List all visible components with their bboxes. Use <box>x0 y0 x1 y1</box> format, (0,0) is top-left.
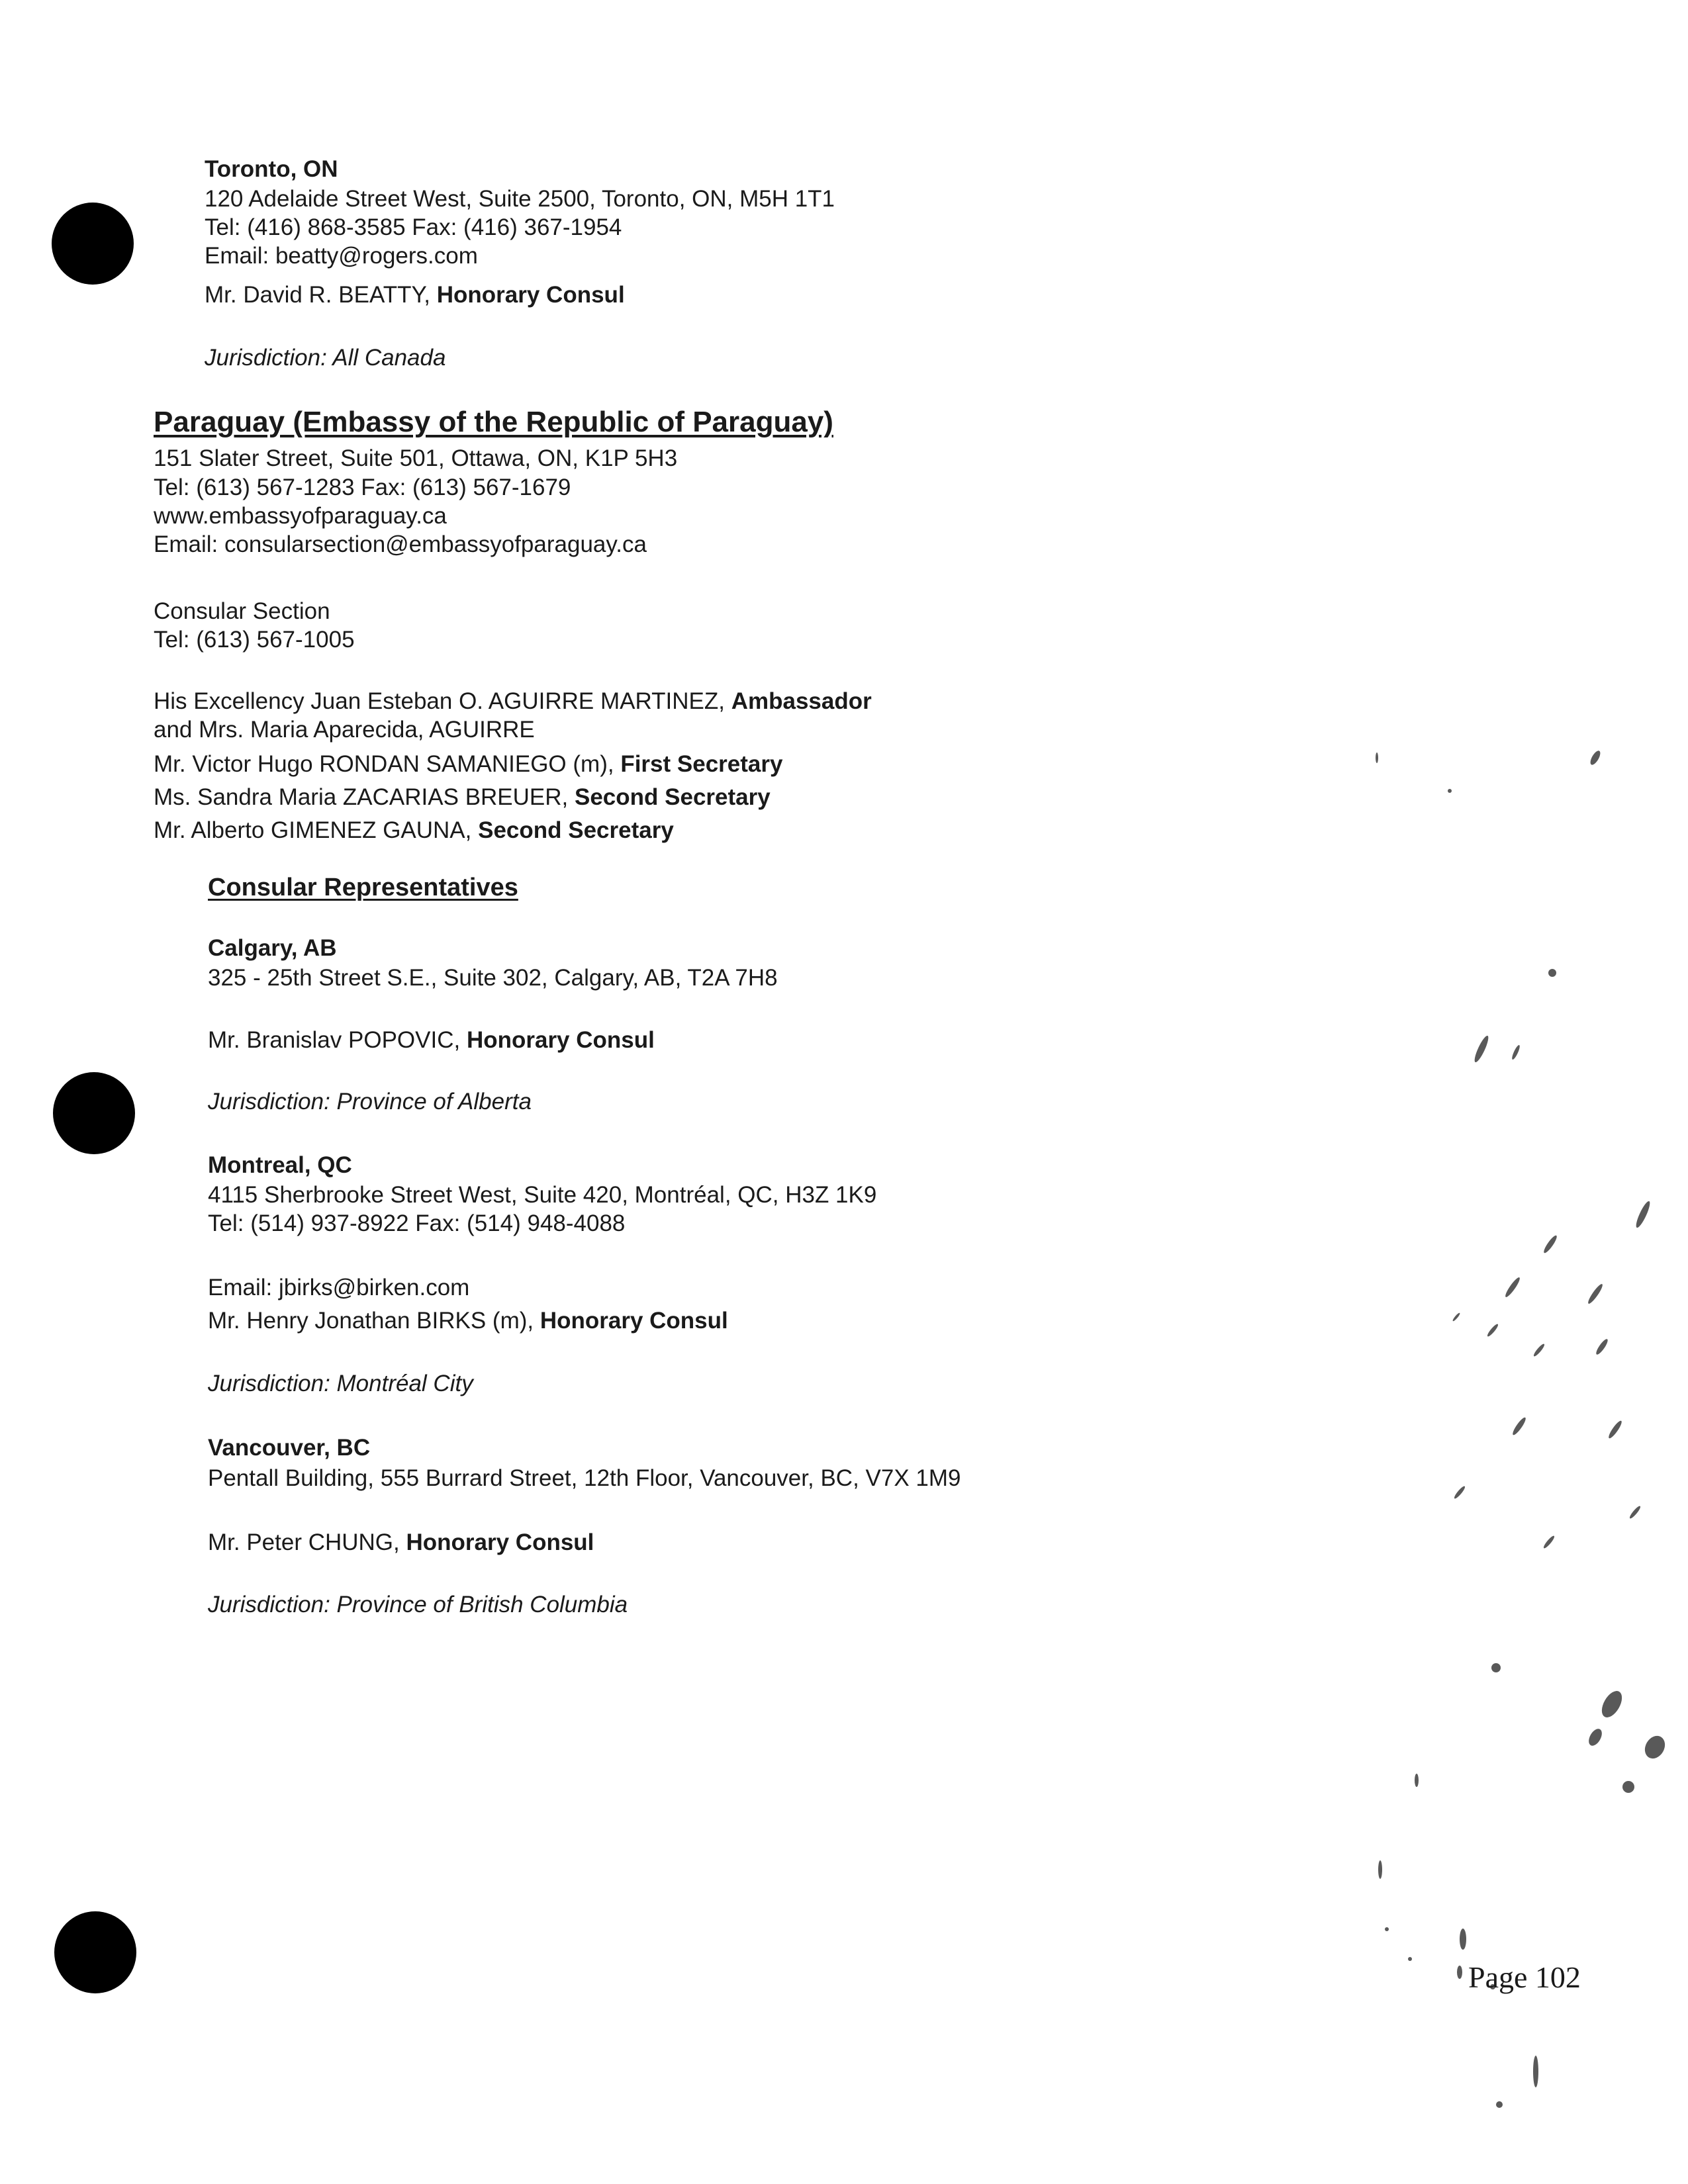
calgary-consul-title: Honorary Consul <box>466 1027 655 1053</box>
calgary-address: 325 - 25th Street S.E., Suite 302, Calgary, AB, T2A 7H8 <box>208 965 778 991</box>
toronto-consul-name: Mr. David R. BEATTY, <box>205 282 437 308</box>
montreal-address: 4115 Sherbrooke Street West, Suite 420, Montréal, QC, H3Z 1K9 <box>208 1182 877 1208</box>
staff-row-ambassador <box>154 688 872 715</box>
staff-row-spouse <box>154 716 535 744</box>
montreal-consul-title: Honorary Consul <box>539 1308 728 1334</box>
staff-row-second-secretary-2 <box>154 817 674 844</box>
staff-name: His Excellency Juan Esteban O. AGUIRRE MARTINEZ, <box>154 688 731 714</box>
vancouver-consul-title: Honorary Consul <box>406 1529 594 1555</box>
toronto-city-heading: Toronto, ON <box>205 156 338 182</box>
page-number: Page 102 <box>1468 1960 1581 1994</box>
consular-representatives-heading: Consular Representatives <box>208 874 518 901</box>
vancouver-jurisdiction: Jurisdiction: Province of British Columbia <box>208 1592 628 1617</box>
staff-name: and Mrs. Maria Aparecida, AGUIRRE <box>154 717 535 743</box>
staff-title: Ambassador <box>731 688 872 714</box>
staff-name: Mr. Alberto GIMENEZ GAUNA, <box>154 817 479 843</box>
paraguay-address: 151 Slater Street, Suite 501, Ottawa, ON, K1P 5H3 <box>154 445 678 471</box>
toronto-consul <box>205 281 625 309</box>
vancouver-address: Pentall Building, 555 Burrard Street, 12th Floor, Vancouver, BC, V7X 1M9 <box>208 1465 961 1491</box>
paraguay-phone: Tel: (613) 567-1283 Fax: (613) 567-1679 <box>154 475 571 500</box>
montreal-email: Email: jbirks@birken.com <box>208 1275 470 1300</box>
calgary-jurisdiction: Jurisdiction: Province of Alberta <box>208 1089 532 1115</box>
consular-section-phone: Tel: (613) 567-1005 <box>154 627 355 653</box>
paraguay-website: www.embassyofparaguay.ca <box>154 503 447 529</box>
vancouver-city-heading: Vancouver, BC <box>208 1435 371 1461</box>
montreal-jurisdiction: Jurisdiction: Montréal City <box>208 1371 473 1396</box>
calgary-consul <box>208 1026 655 1054</box>
toronto-address: 120 Adelaide Street West, Suite 2500, Toronto, ON, M5H 1T1 <box>205 186 835 212</box>
staff-name: Mr. Victor Hugo RONDAN SAMANIEGO (m), <box>154 751 621 777</box>
staff-row-first-secretary <box>154 751 782 778</box>
toronto-jurisdiction: Jurisdiction: All Canada <box>205 345 446 371</box>
staff-title: Second Secretary <box>478 817 674 843</box>
calgary-consul-name: Mr. Branislav POPOVIC, <box>208 1027 467 1053</box>
toronto-consul-title: Honorary Consul <box>436 282 625 308</box>
vancouver-consul-name: Mr. Peter CHUNG, <box>208 1529 406 1555</box>
vancouver-consul <box>208 1529 594 1557</box>
paraguay-embassy-heading: Paraguay (Embassy of the Republic of Paraguay) <box>154 406 833 438</box>
calgary-city-heading: Calgary, AB <box>208 935 337 961</box>
montreal-city-heading: Montreal, QC <box>208 1152 352 1178</box>
staff-row-second-secretary-1 <box>154 784 771 811</box>
toronto-email: Email: beatty@rogers.com <box>205 243 478 269</box>
montreal-consul-name: Mr. Henry Jonathan BIRKS (m), <box>208 1308 540 1334</box>
staff-name: Ms. Sandra Maria ZACARIAS BREUER, <box>154 784 575 810</box>
montreal-phone: Tel: (514) 937-8922 Fax: (514) 948-4088 <box>208 1210 626 1236</box>
consular-section-label: Consular Section <box>154 598 330 624</box>
staff-title: Second Secretary <box>575 784 771 810</box>
toronto-phone: Tel: (416) 868-3585 Fax: (416) 367-1954 <box>205 214 622 240</box>
paraguay-email: Email: consularsection@embassyofparaguay.ca <box>154 531 647 557</box>
staff-title: First Secretary <box>620 751 783 777</box>
montreal-consul <box>208 1307 728 1335</box>
